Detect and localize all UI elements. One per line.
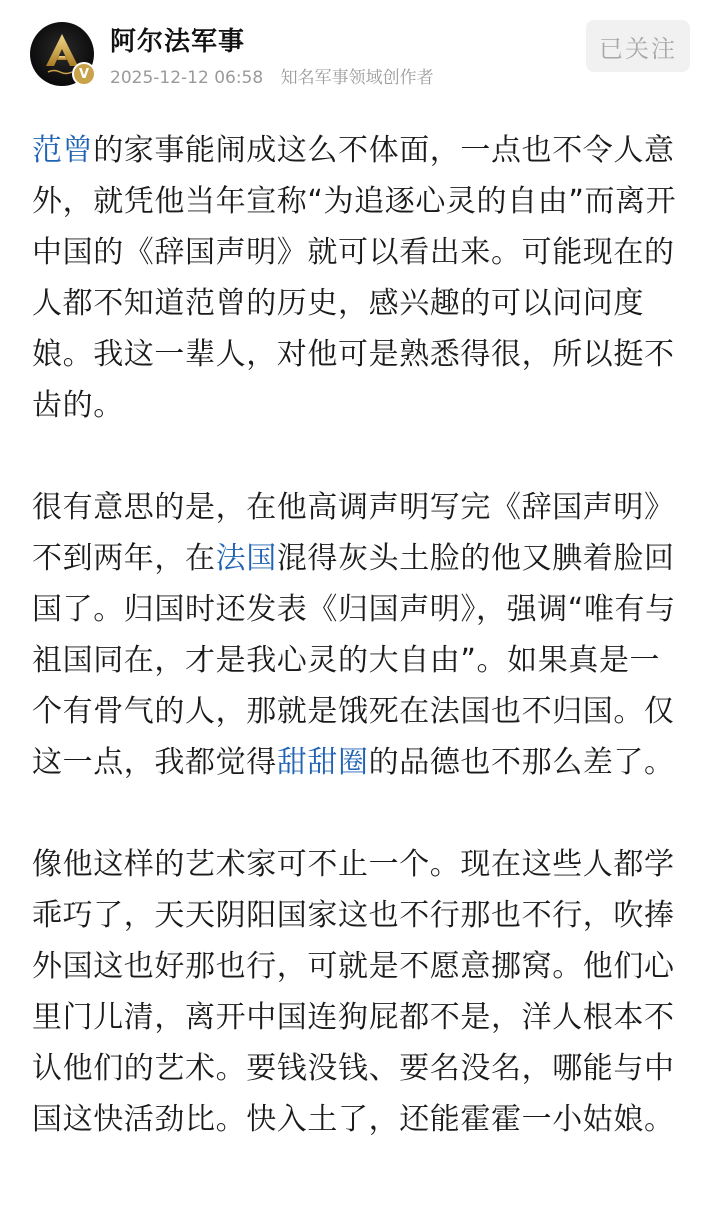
- paragraph-text: 的家事能闹成这么不体面，一点也不令人意外，就凭他当年宣称“为追逐心灵的自由”而离开中国的《辞国声明》就可以看出来。可能现在的人都不知道范曾的历史，感兴趣的可以问问度娘。我这一辈人，对他可是熟悉得很，所以挺不齿的。: [32, 133, 677, 423]
- paragraph-text: 像他这样的艺术家可不止一个。现在这些人都学乖巧了，天天阴阳国家这也不行那也不行，吹捧外国这也好那也行，可就是不愿意挪窝。他们心里门儿清，离开中国连狗屁都不是，洋人根本不认他们的艺术。要钱没钱、要名没名，哪能与中国这快活劲比。快入土了，还能霍霍一小姑娘。: [32, 847, 675, 1137]
- verified-badge-icon: V: [72, 62, 96, 86]
- paragraph-3: [32, 839, 682, 1145]
- article-body: [32, 125, 682, 1196]
- keyword-link-france[interactable]: 法国: [215, 541, 277, 576]
- author-title: 知名军事领域创作者: [280, 68, 434, 88]
- author-name[interactable]: 阿尔法军事: [110, 27, 246, 57]
- paragraph-text: 的品德也不那么差了。: [368, 745, 675, 780]
- keyword-link-donut[interactable]: 甜甜圈: [276, 745, 369, 780]
- post-meta: [110, 63, 434, 88]
- keyword-link-fan-zeng[interactable]: 范曾: [32, 133, 94, 168]
- author-header: [0, 0, 720, 100]
- paragraph-1: [32, 125, 682, 431]
- post-timestamp: 2025-12-12 06:58: [110, 68, 264, 88]
- paragraph-text: 混得灰头土脸的他又腆着脸回国了。归国时还发表《归国声明》，强调“唯有与祖国同在，才是我心灵的大自由”。如果真是一个有骨气的人，那就是饿死在法国也不归国。仅这一点，我都觉得: [32, 541, 676, 780]
- paragraph-text: 很有意思的是，在他高调声明写完《辞国声明》不到两年，在: [32, 490, 675, 576]
- paragraph-2: [32, 482, 682, 788]
- follow-button[interactable]: 已关注: [586, 20, 690, 72]
